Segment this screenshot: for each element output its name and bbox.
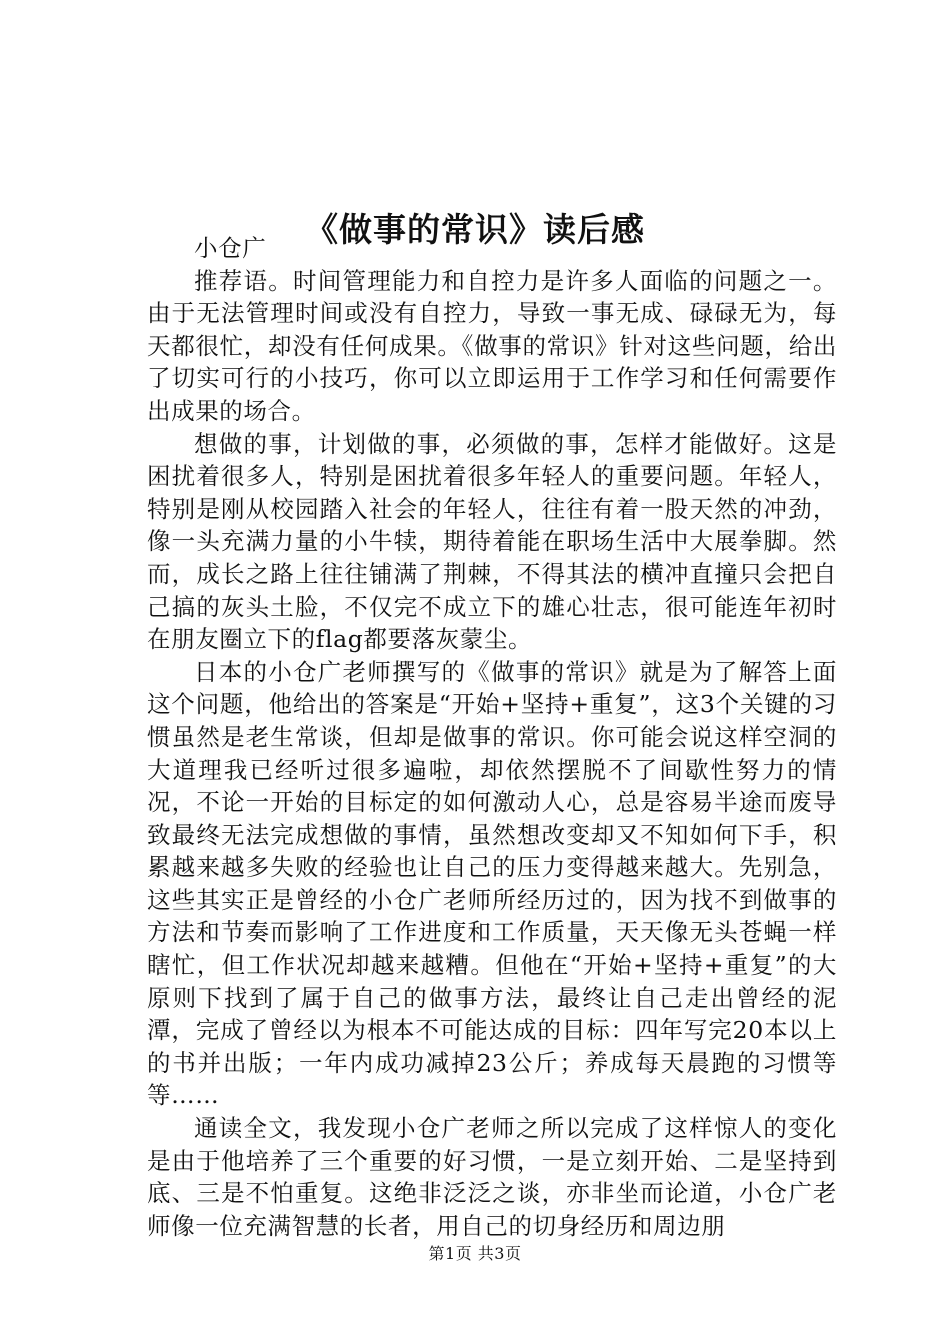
paragraph-reflection: 通读全文，我发现小仓广老师之所以完成了这样惊人的变化是由于他培养了三个重要的好习惯，一是立刻开始、二是坚持到底、三是不怕重复。这绝非泛泛之谈，亦非坐而论道，小仓广老师像一位充满智慧的长者，用自己的切身经历和周边朋 (147, 1114, 837, 1240)
paragraph-problem: 想做的事，计划做的事，必须做的事，怎样才能做好。这是困扰着很多人，特别是困扰着很多年轻人的重要问题。年轻人，特别是刚从校园踏入社会的年轻人，往往有着一股天然的冲劲，像一头充满力量的小牛犊，期待着能在职场生活中大展拳脚。然而，成长之路上往往铺满了荆棘，不得其法的横冲直撞只会把自己搞的灰头土脸，不仅完不成立下的雄心壮志，很可能连年初时在朋友圈立下的flag都要落灰蒙尘。 (147, 429, 837, 654)
author-line: 小仓广 (194, 234, 267, 262)
document-body (147, 232, 837, 1242)
page-footer: 第1页 共3页 (428, 1244, 522, 1263)
paragraph-answer: 日本的小仓广老师撰写的《做事的常识》就是为了解答上面这个问题，他给出的答案是“开始+坚持+重复”，这3个关键的习惯虽然是老生常谈，但却是做事的常识。你可能会说这样空洞的大道理我已经听过很多遍啦，却依然摆脱不了间歇性努力的情况，不论一开始的目标定的如何激动人心，总是容易半途而废导致最终无法完成想做的事情，虽然想改变却又不知如何下手，积累越来越多失败的经验也让自己的压力变得越来越大。先别急，这些其实正是曾经的小仓广老师所经历过的，因为找不到做事的方法和节奏而影响了工作进度和工作质量，天天像无头苍蝇一样瞎忙，但工作状况却越来越糟。但他在“开始+坚持+重复”的大原则下找到了属于自己的做事方法，最终让自己走出曾经的泥潭，完成了曾经以为根本不可能达成的目标：四年写完20本以上的书并出版；一年内成功减掉23公斤；养成每天晨跑的习惯等等…… (147, 657, 837, 1110)
paragraph-recommendation: 推荐语。时间管理能力和自控力是许多人面临的问题之一。由于无法管理时间或没有自控力，导致一事无成、碌碌无为，每天都很忙，却没有任何成果。《做事的常识》针对这些问题，给出了切实可行的小技巧，你可以立即运用于工作学习和任何需要作出成果的场合。 (147, 266, 837, 425)
document-title: 《做事的常识》读后感 (305, 210, 645, 250)
